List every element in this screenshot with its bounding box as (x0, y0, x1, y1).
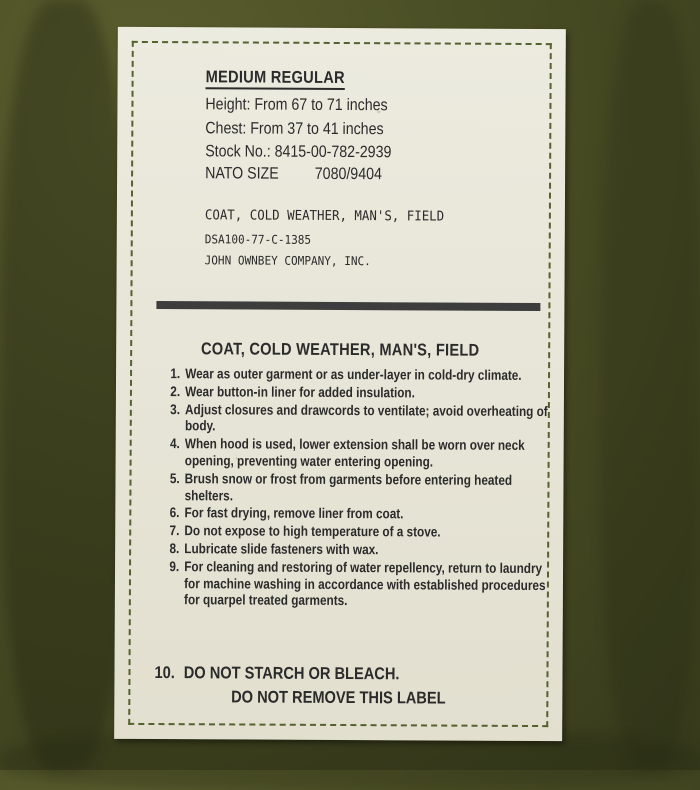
instruction-number: 9. (169, 557, 180, 574)
nato-size-row (205, 164, 382, 184)
instruction-number: 7. (169, 522, 180, 539)
instruction-text: For cleaning and restoring of water repellency, return to laundry for machine washing in accordance with established procedures for quarpel treated garments. (184, 557, 546, 609)
garment-label (114, 27, 566, 741)
instruction-item (160, 365, 552, 384)
nato-size-value: 7080/9404 (314, 164, 382, 184)
instruction-10 (154, 663, 399, 684)
instructions-list (159, 365, 552, 610)
instruction-number: 10. (154, 663, 175, 683)
do-not-remove-notice: DO NOT REMOVE THIS LABEL (231, 687, 446, 708)
instruction-number: 4. (169, 435, 180, 452)
instruction-text: DO NOT STARCH OR BLEACH. (183, 663, 400, 684)
instructions-title: COAT, COLD WEATHER, MAN'S, FIELD (200, 339, 480, 360)
instruction-text: When hood is used, lower extension shall be worn over neck opening, preventing water entering opening. (184, 435, 525, 470)
instruction-number: 6. (169, 504, 180, 521)
manufacturer: JOHN OWNBEY COMPANY, INC. (204, 253, 371, 269)
instruction-number: 8. (169, 540, 180, 557)
contract-number: DSA100-77-C-1385 (204, 232, 312, 247)
instruction-number: 5. (169, 469, 180, 486)
instruction-item (160, 435, 552, 471)
instruction-item (159, 558, 551, 610)
instruction-text: Adjust closures and drawcords to ventilate; avoid overheating of body. (184, 400, 548, 434)
instruction-text: Do not expose to high temperature of a stove. (184, 522, 441, 540)
instruction-text: Lubricate slide fasteners with wax. (184, 540, 379, 558)
instruction-number: 2. (170, 382, 181, 399)
instruction-item (160, 383, 552, 402)
instruction-item (159, 470, 551, 506)
instruction-item (160, 401, 552, 437)
instruction-item (159, 540, 551, 559)
instruction-item (159, 522, 551, 541)
chest-spec: Chest: From 37 to 41 inches (205, 119, 384, 139)
instruction-number: 1. (170, 365, 181, 382)
fabric-speck (377, 110, 380, 113)
stock-number: Stock No.: 8415-00-782-2939 (205, 142, 392, 162)
item-name: COAT, COLD WEATHER, MAN'S, FIELD (204, 207, 445, 225)
height-spec: Height: From 67 to 71 inches (205, 95, 388, 115)
fabric-fold-left (0, 0, 130, 770)
instruction-text: Wear button-in liner for added insulation. (185, 382, 415, 401)
instruction-text: Brush snow or frost from garments before entering heated shelters. (184, 469, 513, 504)
instruction-text: For fast drying, remove liner from coat. (184, 504, 404, 522)
instruction-item (159, 504, 551, 523)
fabric-speck (236, 457, 238, 459)
size-title: MEDIUM REGULAR (205, 67, 345, 88)
instruction-text: Wear as outer garment or as under-layer in cold-dry climate. (185, 365, 522, 383)
fabric-fold-right (600, 0, 700, 770)
nato-size-label: NATO SIZE (205, 164, 279, 183)
instruction-number: 3. (170, 400, 181, 417)
